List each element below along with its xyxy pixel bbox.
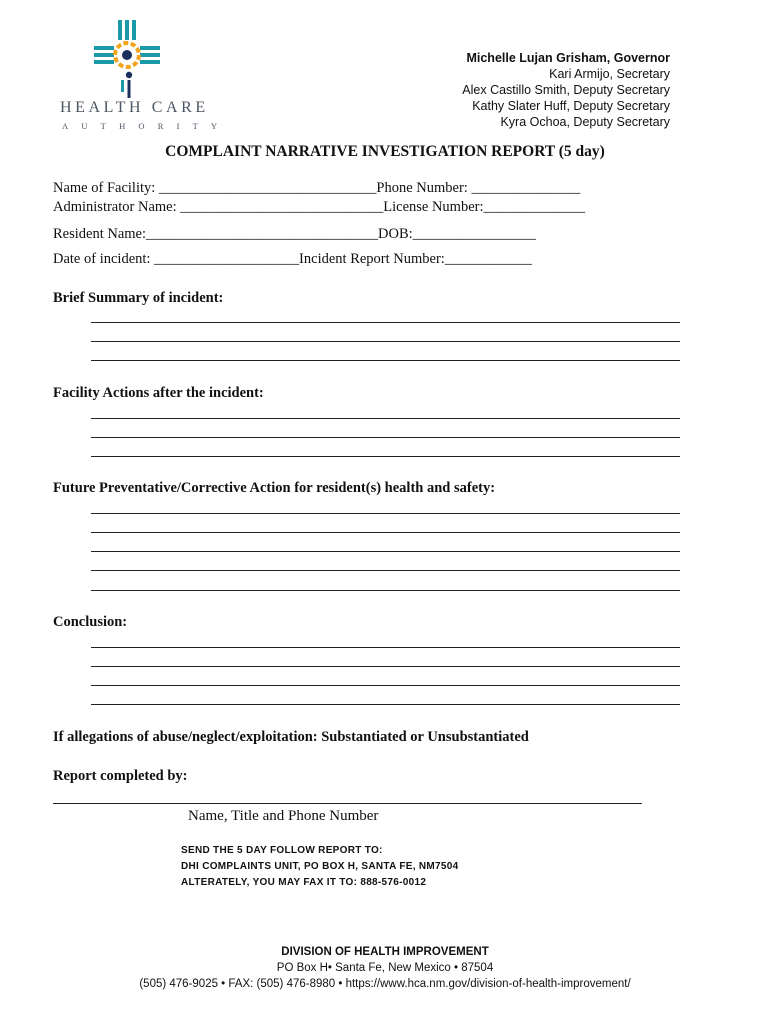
governor-line: Michelle Lujan Grisham, Governor	[466, 51, 670, 65]
future-action-line[interactable]	[91, 551, 680, 552]
facility-actions-line[interactable]	[91, 418, 680, 419]
signature-caption: Name, Title and Phone Number	[188, 808, 379, 824]
deputy-secretary-line: Alex Castillo Smith, Deputy Secretary	[462, 83, 670, 97]
conclusion-line[interactable]	[91, 666, 680, 667]
facility-actions-line[interactable]	[91, 456, 680, 457]
future-action-line[interactable]	[91, 570, 680, 571]
future-action-line[interactable]	[91, 532, 680, 533]
notice-line: SEND THE 5 DAY FOLLOW REPORT TO:	[181, 845, 383, 856]
conclusion-line[interactable]	[91, 647, 680, 648]
summary-line[interactable]	[91, 341, 680, 342]
org-name: HEALTH CARE	[60, 99, 209, 116]
summary-heading: Brief Summary of incident:	[53, 290, 224, 306]
facility-actions-heading: Facility Actions after the incident:	[53, 385, 264, 401]
administrator-license-field[interactable]: Administrator Name: ____________________________License Number:______________	[53, 199, 586, 215]
notice-line: DHI COMPLAINTS UNIT, PO BOX H, SANTA FE, NM7504	[181, 861, 459, 872]
future-action-line[interactable]	[91, 513, 680, 514]
deputy-secretary-line: Kathy Slater Huff, Deputy Secretary	[472, 99, 670, 113]
notice-line: ALTERATELY, YOU MAY FAX IT TO: 888-576-0012	[181, 877, 427, 888]
facility-phone-field[interactable]: Name of Facility: ______________________________Phone Number: _______________	[53, 180, 581, 196]
conclusion-line[interactable]	[91, 704, 680, 705]
allegations-statement: If allegations of abuse/neglect/exploitation: Substantiated or Unsubstantiated	[53, 729, 529, 745]
division-title: DIVISION OF HEALTH IMPROVEMENT	[281, 946, 489, 958]
future-action-heading: Future Preventative/Corrective Action for resident(s) health and safety:	[53, 480, 496, 496]
division-address: PO Box H• Santa Fe, New Mexico • 87504	[276, 962, 494, 974]
division-contact: (505) 476-9025 • FAX: (505) 476-8980 • https://www.hca.nm.gov/division-of-health-improvement/	[139, 978, 631, 990]
hca-logo	[92, 20, 172, 102]
deputy-secretary-line: Kyra Ochoa, Deputy Secretary	[500, 115, 670, 129]
incident-date-number-field[interactable]: Date of incident: ____________________Incident Report Number:____________	[53, 251, 532, 267]
completed-by-heading: Report completed by:	[53, 768, 188, 784]
conclusion-line[interactable]	[91, 685, 680, 686]
signature-line[interactable]	[53, 803, 642, 804]
summary-line[interactable]	[91, 360, 680, 361]
resident-dob-field[interactable]: Resident Name:________________________________DOB:_________________	[53, 226, 536, 242]
officials-list	[462, 50, 670, 130]
secretary-line: Kari Armijo, Secretary	[549, 67, 670, 81]
form-title: COMPLAINT NARRATIVE INVESTIGATION REPORT (5 day)	[165, 143, 605, 160]
zia-sun-logo-icon	[92, 20, 172, 102]
future-action-line[interactable]	[91, 590, 680, 591]
facility-actions-line[interactable]	[91, 437, 680, 438]
org-subtitle: AUTHORITY	[62, 121, 231, 131]
conclusion-heading: Conclusion:	[53, 614, 128, 630]
summary-line[interactable]	[91, 322, 680, 323]
